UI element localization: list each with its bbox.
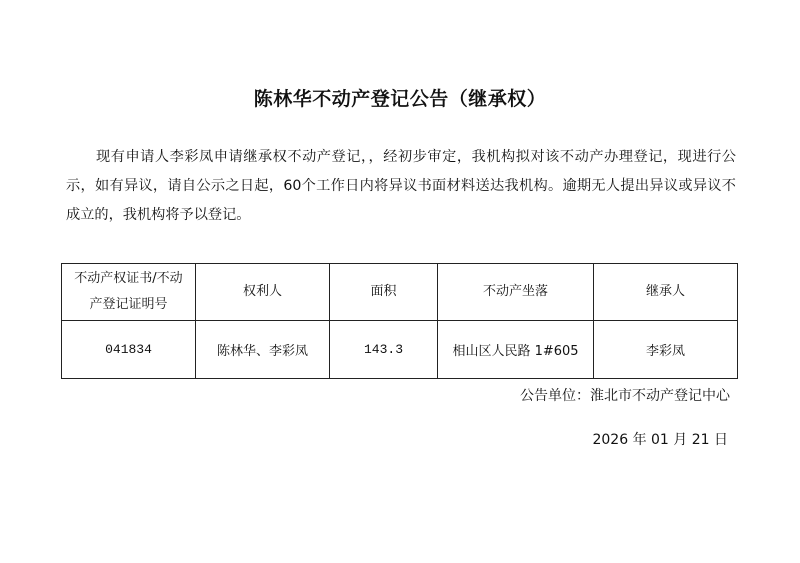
header-certificate-number: 不动产权证书/不动产登记证明号 (62, 264, 196, 321)
header-heir: 继承人 (594, 264, 738, 321)
header-right-holder: 权利人 (196, 264, 330, 321)
notice-body: 现有申请人李彩凤申请继承权不动产登记，，经初步审定，我机构拟对该不动产办理登记，现进行公示，如有异议，请自公示之日起，60个工作日内将异议书面材料送达我机构。逾期无人提出异议或异议不成立的，我机构将予以登记。 (66, 149, 736, 223)
header-location: 不动产坐落 (438, 264, 594, 321)
table-header-row (62, 264, 738, 321)
property-table (61, 263, 738, 379)
issue-date: 2026 年 01 月 21 日 (592, 432, 728, 448)
cell-right-holder: 陈林华、李彩凤 (196, 321, 330, 379)
cell-certificate-number: 041834 (62, 321, 196, 379)
notice-title: 陈林华不动产登记公告（继承权） (253, 88, 547, 110)
table-row (62, 321, 738, 379)
cell-area: 143.3 (330, 321, 438, 379)
header-area: 面积 (330, 264, 438, 321)
cell-location: 相山区人民路 1#605 (438, 321, 594, 379)
issuer-label: 公告单位：淮北市不动产登记中心 (520, 388, 730, 404)
cell-heir: 李彩凤 (594, 321, 738, 379)
